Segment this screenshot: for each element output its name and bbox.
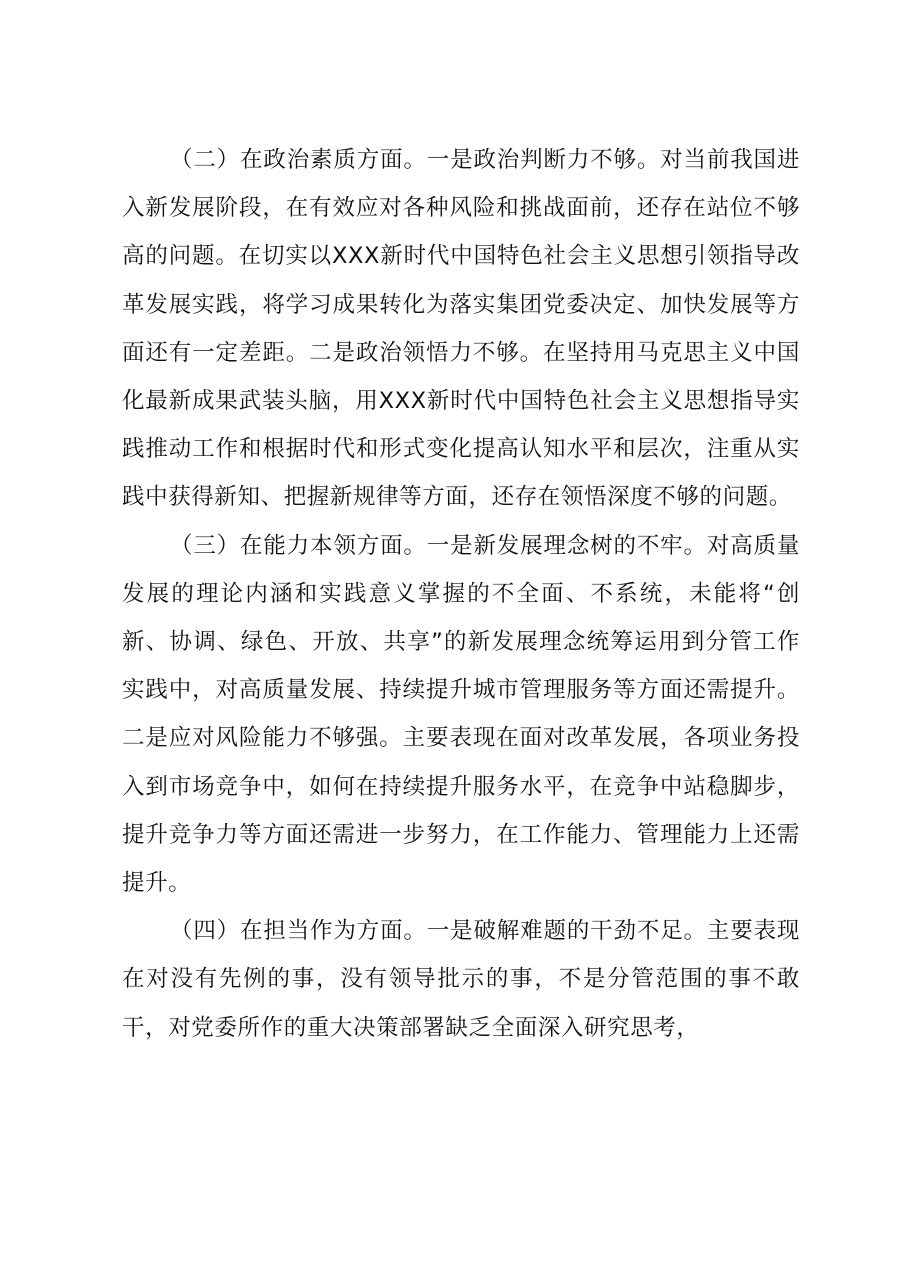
paragraph-ability: （三）在能力本领方面。一是新发展理念树的不牢。对高质量发展的理论内涵和实践意义掌握的不全面、不系统，未能将“创新、协调、绿色、开放、共享”的新发展理念统筹运用到分管工作实践中，对高质量发展、持续提升城市管理服务等方面还需提升。二是应对风险能力不够强。主要表现在面对改革发展，各项业务投入到市场竞争中，如何在持续提升服务水平，在竞争中站稳脚步，提升竞争力等方面还需进一步努力，在工作能力、管理能力上还需提升。: [122, 532, 800, 897]
paragraph-responsibility: （四）在担当作为方面。一是破解难题的干劲不足。主要表现在对没有先例的事，没有领导批示的事，不是分管范围的事不敢干，对党委所作的重大决策部署缺乏全面深入研究思考，: [122, 918, 800, 1041]
document-body: [122, 136, 800, 1052]
paragraph-political-quality: （二）在政治素质方面。一是政治判断力不够。对当前我国进入新发展阶段，在有效应对各种风险和挑战面前，还存在站位不够高的问题。在切实以XXX新时代中国特色社会主义思想引领指导改革发展实践，将学习成果转化为落实集团党委决定、加快发展等方面还有一定差距。二是政治领悟力不够。在坚持用马克思主义中国化最新成果武装头脑，用XXX新时代中国特色社会主义思想指导实践推动工作和根据时代和形式变化提高认知水平和层次，注重从实践中获得新知、把握新规律等方面，还存在领悟深度不够的问题。: [122, 147, 800, 511]
